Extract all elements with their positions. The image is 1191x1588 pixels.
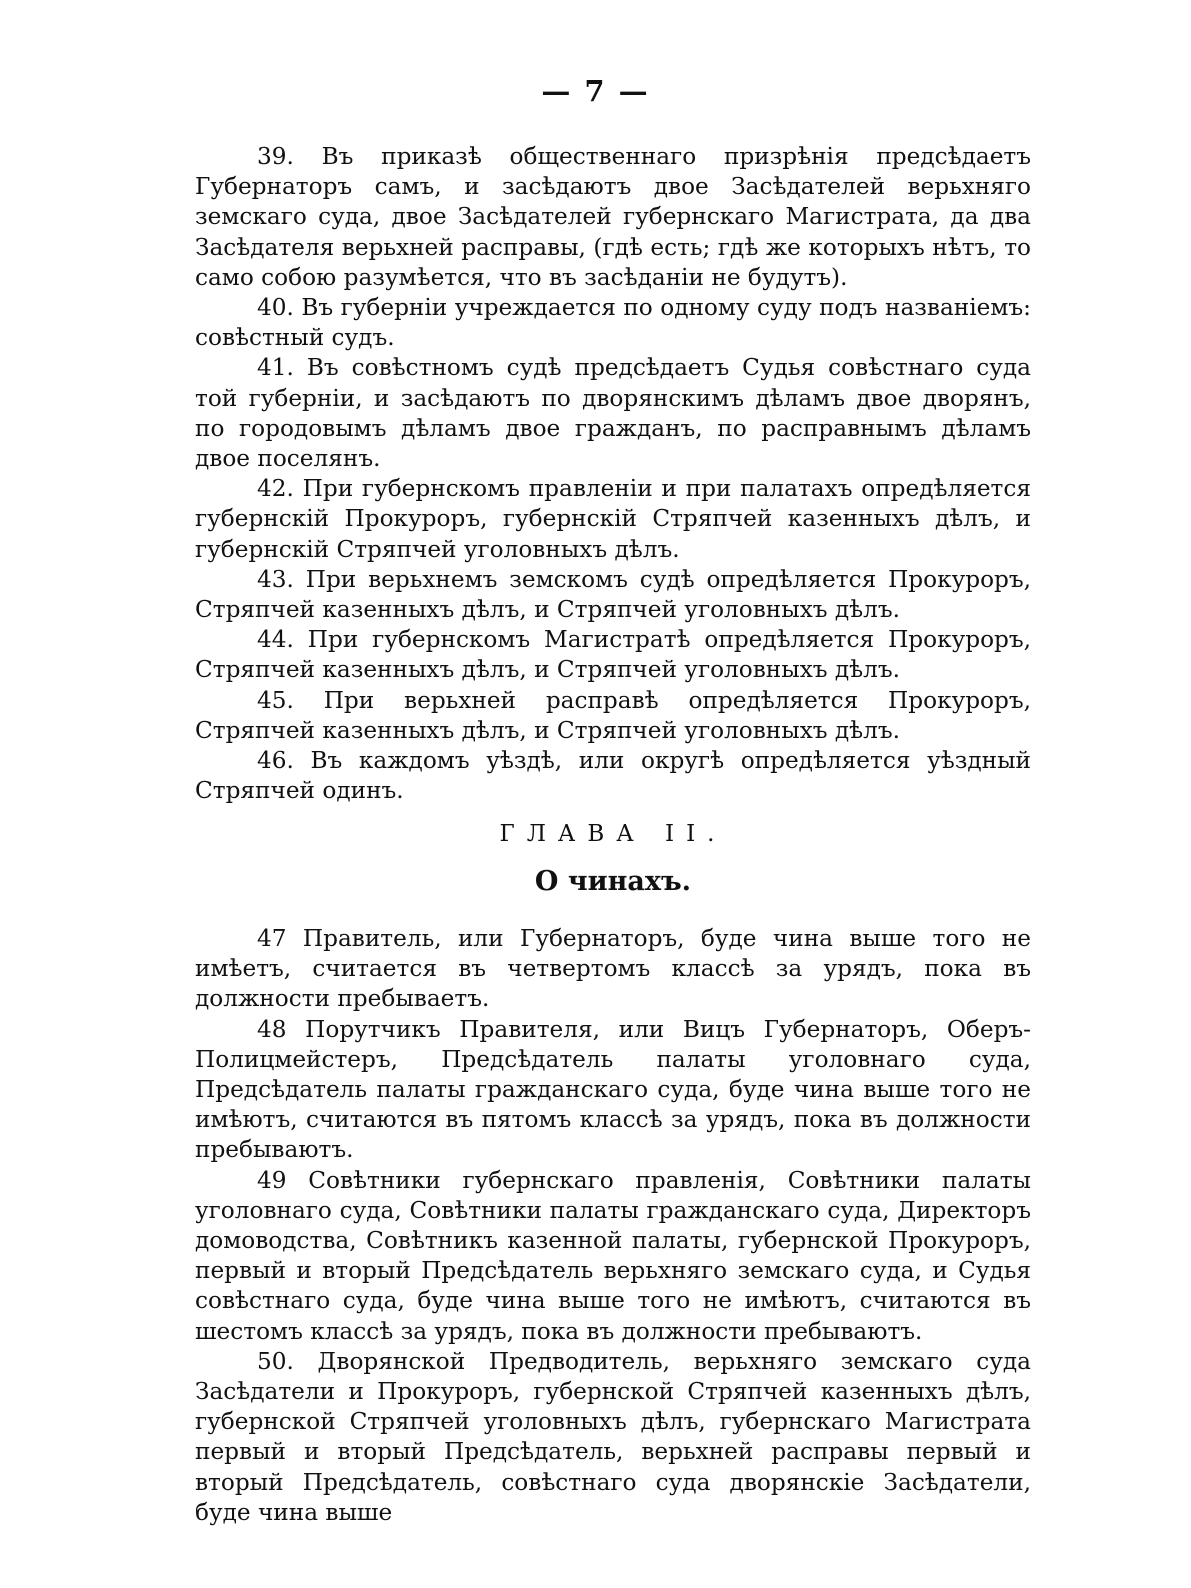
article-50: 50. Дворянской Предводитель, верьхняго земскаго суда Засѣдатели и Прокуроръ, губернской Стряпчей казенныхъ дѣлъ, губернской Стряпчей уголовныхъ дѣлъ, губернскаго Магистрата первый и вторый Предсѣдатель, верьхней расправы первый и вторый Предсѣдатель, совѣстнаго суда дворянскіе Засѣдатели, буде чина выше [195,1347,1031,1526]
article-40: 40. Въ губерніи учреждается по одному суду подъ названіемъ: совѣстный судъ. [195,294,1031,352]
articles-section-before [195,142,1031,806]
chapter-title: О чинахъ. [534,866,692,897]
page-number: — 7 — [541,74,650,108]
article-48: 48 Порутчикъ Правителя, или Вицъ Губернаторъ, Оберъ-Полицмейстеръ, Предсѣдатель палаты уголовнаго суда, Предсѣдатель палаты гражданскаго суда, буде чина выше того не имѣютъ, считаются въ пятомъ классѣ за урядъ, пока въ должности пребываютъ. [195,1015,1031,1164]
article-49: 49 Совѣтники губернскаго правленія, Совѣтники палаты уголовнаго суда, Совѣтники палаты гражданскаго суда, Директоръ домоводства, Совѣтникъ казенной палаты, губернской Прокуроръ, первый и вторый Предсѣдатель верьхняго земскаго суда, и Судья совѣстнаго суда, буде чина выше того не имѣютъ, считаются въ шестомъ классѣ за урядъ, пока въ должности пребываютъ. [195,1166,1031,1345]
article-41: 41. Въ совѣстномъ судѣ предсѣдаетъ Судья совѣстнаго суда той губерніи, и засѣдаютъ по дворянскимъ дѣламъ двое дворянъ, по городовымъ дѣламъ двое гражданъ, по расправнымъ дѣламъ двое поселянъ. [195,354,1031,473]
article-43: 43. При верьхнемъ земскомъ судѣ опредѣляется Прокуроръ, Стряпчей казенныхъ дѣлъ, и Стряпчей уголовныхъ дѣлъ. [195,565,1031,624]
article-47: 47 Правитель, или Губернаторъ, буде чина выше того не имѣетъ, считается въ четвертомъ классѣ за урядъ, пока въ должности пребываетъ. [195,925,1031,1013]
article-44: 44. При губернскомъ Магистратѣ опредѣляется Прокуроръ, Стряпчей казенныхъ дѣлъ, и Стряпчей уголовныхъ дѣлъ. [195,626,1031,684]
articles-section-after [195,924,1031,1528]
article-42: 42. При губернскомъ правленіи и при палатахъ опредѣляется губернскій Прокуроръ, губернскій Стряпчей казенныхъ дѣлъ, и губернскій Стряпчей уголовныхъ дѣлъ. [195,475,1031,563]
article-45: 45. При верьхней расправѣ опредѣляется Прокуроръ, Стряпчей казенныхъ дѣлъ, и Стряпчей уголовныхъ дѣлъ. [195,686,1031,744]
chapter-heading: ГЛАВА II. [499,821,727,847]
article-39: 39. Въ приказѣ общественнаго призрѣнія предсѣдаетъ Губернаторъ самъ, и засѣдаютъ двое Засѣдателей верьхняго земскаго суда, двое Засѣдателей губернскаго Магистрата, да два Засѣдателя верьхней расправы, (гдѣ есть; гдѣ же которыхъ нѣтъ, то само собою разумѣется, что въ засѣданіи не будутъ). [195,143,1031,291]
article-46: 46. Въ каждомъ уѣздѣ, или округѣ опредѣляется уѣздный Стряпчей одинъ. [195,747,1031,805]
